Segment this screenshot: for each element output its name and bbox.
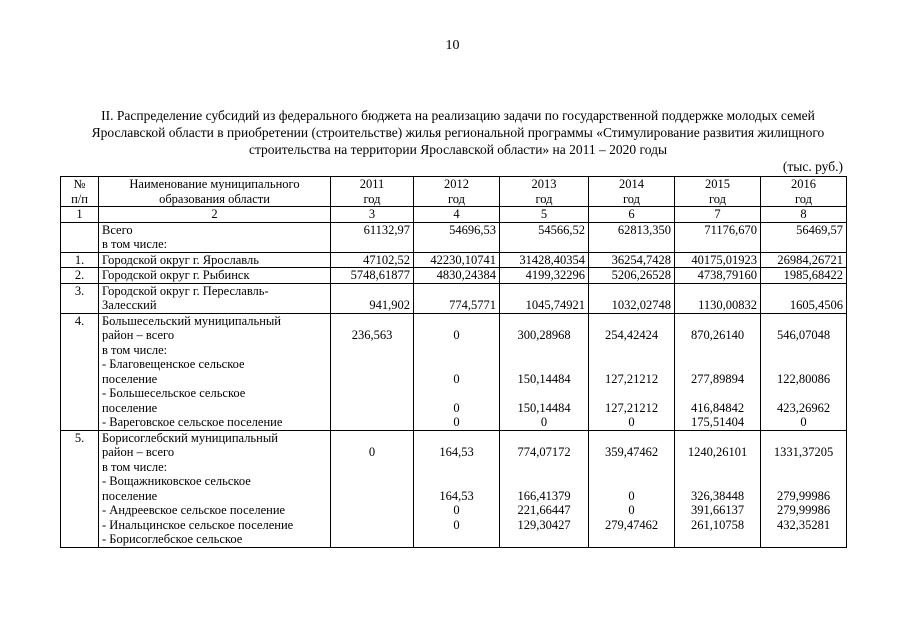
header-year: 2014 год <box>589 177 675 207</box>
header-year: 2015 год <box>675 177 761 207</box>
table-row: 4. Большесельский муниципальный район – всего в том числе: - Благовещенское сельское поселение - Большесельское сельское поселение - Вареговское сельское поселение 236,563 0 0 0 0 300,28968 150,14484 150,14484 0 254,42424 127,21212 127,21212 0 870,26140 277,89894 416,84842 175,51404 546,07048 122,80086 423,26962 0 <box>61 313 847 430</box>
header-name: Наименование муниципального образования области <box>99 177 331 207</box>
table-row: 5. Борисоглебский муниципальный район – всего в том числе: - Вощажниковское сельское поселение - Андреевское сельское поселение - Инальцинское сельское поселение - Борисоглебское сельское 0 164,53 164,53 0 0 774,07172 166,41379 221,66447 129,30427 359,47462 0 0 279,47462 1240,26101 326,38448 391,66137 261,10758 1331,37205 279,99986 279,99986 432,35281 <box>61 430 847 547</box>
header-year: 2012 год <box>414 177 500 207</box>
header-num: № п/п <box>61 177 99 207</box>
column-index-row: 1 2 3 4 5 6 7 8 <box>61 207 847 223</box>
document-title: II. Распределение субсидий из федерального бюджета на реализацию задачи по государственной поддержке молодых семей Ярославской области в приобретении (строительстве) жилья региональной программы «Стимулирование развития жилищного строительства на территории Ярославской области» на 2011 – 2020 годы <box>91 108 825 157</box>
header-year: 2016 год <box>761 177 847 207</box>
header-year: 2013 год <box>500 177 589 207</box>
table-row-total: Всего в том числе: 61132,97 54696,53 54566,52 62813,350 71176,670 56469,57 <box>61 222 847 252</box>
table-row: 1. Городской округ г. Ярославль 47102,52 42230,10741 31428,40354 36254,7428 40175,01923 26984,26721 <box>61 252 847 268</box>
page-number: 10 <box>445 38 460 53</box>
header-year: 2011 год <box>331 177 414 207</box>
table-row: 2. Городской округ г. Рыбинск 5748,61877 4830,24384 4199,32296 5206,26528 4738,79160 1985,68422 <box>61 268 847 284</box>
subsidy-table <box>60 176 847 548</box>
table-header-row <box>61 177 847 207</box>
table-row: 3. Городской округ г. Переславль- Залесский 941,902 774,5771 1045,74921 1032,02748 1130,00832 1605,4506 <box>61 283 847 313</box>
units-label: (тыс. руб.) <box>782 159 843 174</box>
